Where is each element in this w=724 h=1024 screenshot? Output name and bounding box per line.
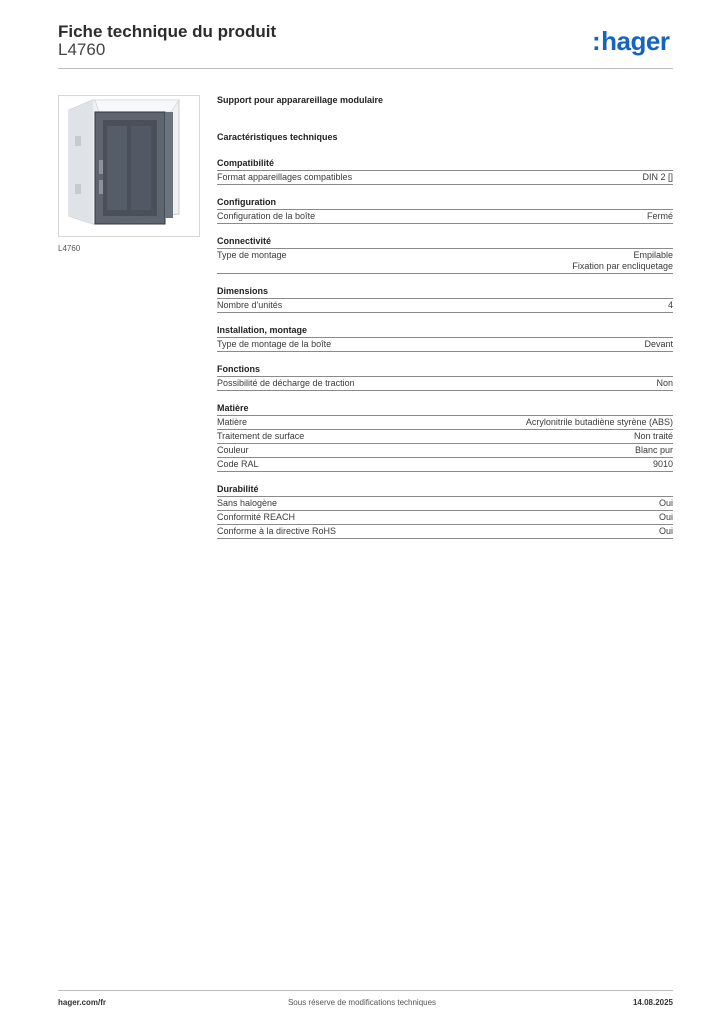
spec-row (217, 338, 673, 352)
spec-value (659, 512, 673, 523)
spec-row (217, 430, 673, 444)
spec-row (217, 249, 673, 274)
product-photo-illustration (59, 96, 199, 236)
spec-sections (217, 158, 673, 539)
spec-value (644, 339, 673, 350)
spec-value-line: DIN 2 [] (642, 172, 673, 182)
spec-row (217, 444, 673, 458)
spec-label: Nombre d'unités (217, 300, 283, 310)
spec-section (217, 484, 673, 539)
spec-value-line: Non (656, 378, 673, 388)
spec-section (217, 403, 673, 472)
spec-label: Sans halogène (217, 498, 278, 508)
product-reference: L4760 (58, 40, 106, 59)
spec-value-line: Oui (658, 512, 673, 522)
spec-value (634, 431, 673, 442)
spec-value-line: 9010 (652, 459, 673, 469)
spec-label: Code RAL (217, 459, 259, 469)
spec-value-line: Non traité (633, 431, 673, 441)
spec-value (659, 498, 673, 509)
spec-value-line: Empilable (633, 250, 673, 260)
footer-divider (58, 990, 673, 991)
spec-value (653, 459, 673, 470)
spec-value-line: Fixation par encliquetage (572, 261, 673, 271)
spec-value (668, 300, 673, 311)
product-image (58, 95, 200, 237)
section-title: Configuration (217, 197, 673, 210)
spec-label: Traitement de surface (217, 431, 305, 441)
spec-value (635, 445, 673, 456)
spec-label: Matière (217, 417, 248, 427)
spec-value-line: Acrylonitrile butadiène styrène (ABS) (525, 417, 673, 427)
spec-section (217, 158, 673, 185)
spec-value-line: Fermé (646, 211, 673, 221)
spec-value (659, 526, 673, 537)
spec-section (217, 325, 673, 352)
spec-section (217, 286, 673, 313)
image-caption: L4760 (58, 244, 81, 253)
spec-row (217, 377, 673, 391)
section-title: Dimensions (217, 286, 673, 299)
spec-value (526, 417, 673, 428)
footer-date: 14.08.2025 (632, 998, 673, 1007)
section-title: Connectivité (217, 236, 673, 249)
section-title: Compatibilité (217, 158, 673, 171)
section-title: Installation, montage (217, 325, 673, 338)
spec-row (217, 299, 673, 313)
spec-section (217, 197, 673, 224)
footer-notice: Sous réserve de modifications techniques (287, 998, 437, 1007)
product-description: Support pour apparareillage modulaire (217, 95, 384, 105)
spec-row (217, 511, 673, 525)
spec-value-line: Devant (644, 339, 673, 349)
logo-colon: : (592, 26, 601, 56)
spec-label: Configuration de la boîte (217, 211, 316, 221)
spec-row (217, 171, 673, 185)
spec-value-line: Oui (658, 498, 673, 508)
spec-label: Type de montage (217, 250, 287, 260)
spec-row (217, 458, 673, 472)
spec-label: Conforme à la directive RoHS (217, 526, 337, 536)
section-title: Fonctions (217, 364, 673, 377)
spec-value (572, 250, 673, 272)
footer-website-link[interactable]: hager.com/fr (58, 998, 107, 1007)
tech-specs-heading: Caractéristiques techniques (217, 132, 338, 142)
logo-text: hager (601, 26, 670, 56)
spec-section (217, 236, 673, 274)
spec-section (217, 364, 673, 391)
header-divider (58, 68, 673, 69)
spec-label: Couleur (217, 445, 249, 455)
spec-label: Type de montage de la boîte (217, 339, 332, 349)
spec-value-line: 4 (667, 300, 673, 310)
spec-row (217, 525, 673, 539)
spec-label: Format appareillages compatibles (217, 172, 353, 182)
spec-value (647, 211, 673, 222)
spec-label: Possibilité de décharge de traction (217, 378, 355, 388)
hager-logo[interactable] (592, 26, 669, 57)
section-title: Matière (217, 403, 673, 416)
spec-label: Conformité REACH (217, 512, 296, 522)
spec-value (656, 378, 673, 389)
spec-value (642, 172, 673, 183)
spec-content (217, 95, 673, 551)
page-title: Fiche technique du produit (58, 22, 277, 41)
section-title: Durabilité (217, 484, 673, 497)
spec-value-line: Blanc pur (634, 445, 673, 455)
spec-row (217, 497, 673, 511)
spec-value-line: Oui (658, 526, 673, 536)
spec-row (217, 416, 673, 430)
spec-row (217, 210, 673, 224)
